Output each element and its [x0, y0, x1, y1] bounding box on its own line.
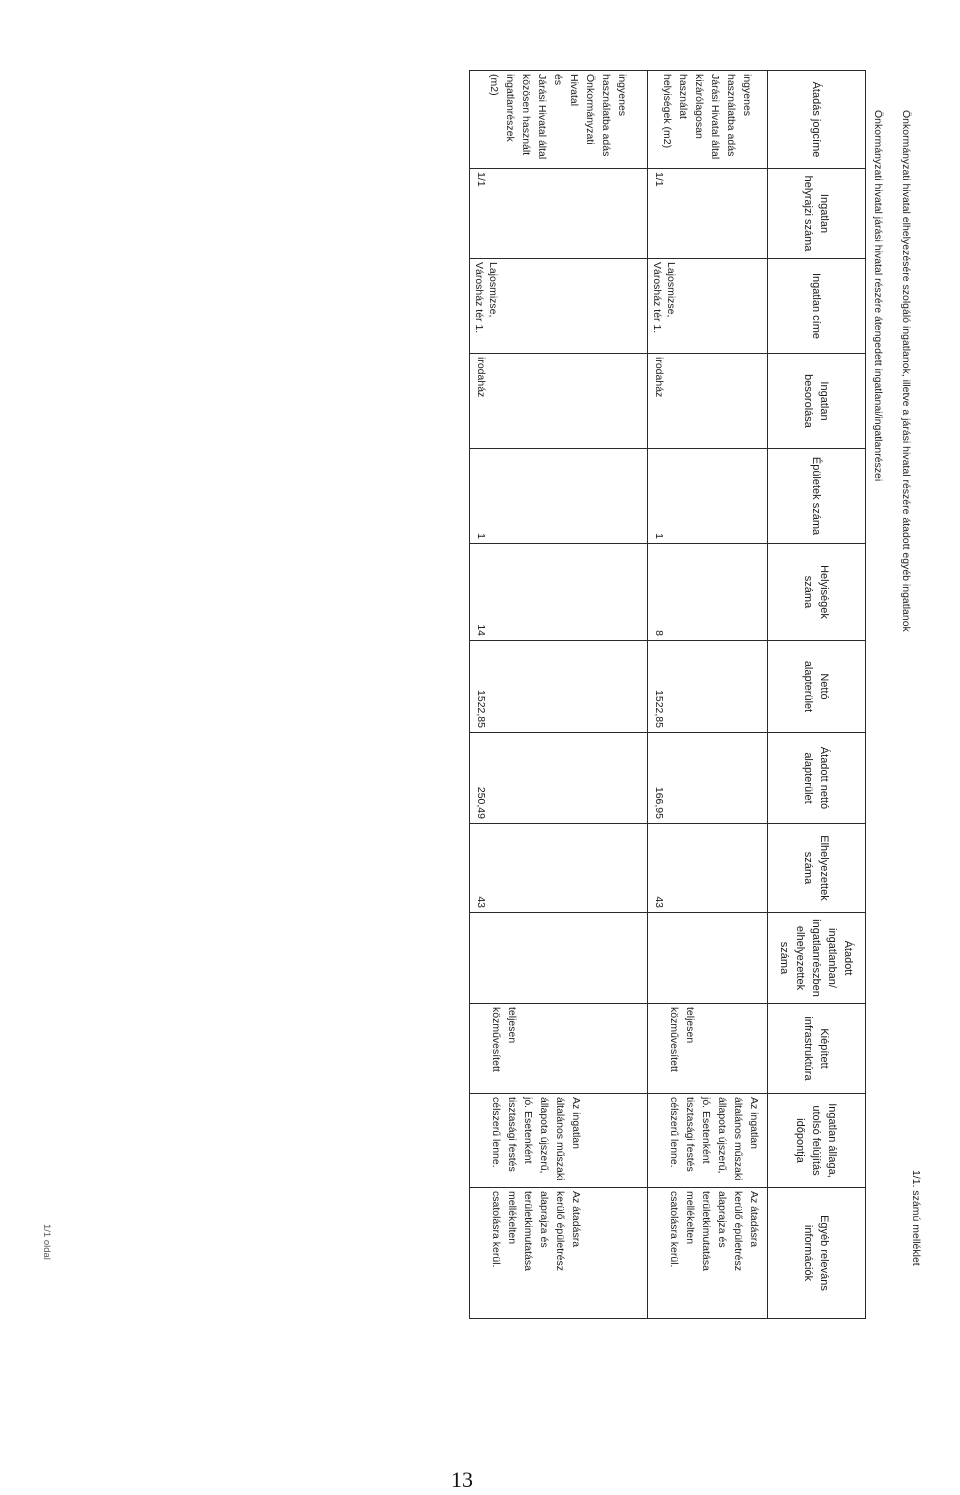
cell-other-info: Az átadásra kerülő épületrész alaprajza és területkimutatása mellékelten csatolásra kerül.	[648, 1188, 768, 1319]
header-transfer-basis: Átadás jogcíme	[768, 71, 866, 169]
table-row	[648, 71, 768, 1319]
header-building-count: Épületek száma	[768, 449, 866, 544]
header-net-floor-area: Nettó alapterület	[768, 641, 866, 733]
cell-transferred-occupant-count	[470, 913, 648, 1004]
cell-occupant-count: 43	[470, 824, 648, 913]
cell-net-floor-area: 1522,85	[648, 641, 768, 733]
table-header-row	[768, 71, 866, 1319]
cell-infrastructure: teljesen közművesített	[648, 1004, 768, 1094]
cell-transferred-net-floor-area: 166,95	[648, 733, 768, 824]
header-parcel-number: Ingatlan helyrajzi száma	[768, 169, 866, 259]
cell-condition: Az ingatlan általános műszaki állapota újszerű, jó. Esetenként tisztasági festés célszerű lenne.	[470, 1094, 648, 1188]
cell-net-floor-area: 1522,85	[470, 641, 648, 733]
header-condition: Ingatlan állaga, utolsó felújítás időpontja	[768, 1094, 866, 1188]
cell-address: Lajosmizse, Városház tér 1.	[470, 259, 648, 354]
cell-building-count: 1	[470, 449, 648, 544]
header-infrastructure: Kiépített infrastruktúra	[768, 1004, 866, 1094]
header-classification: Ingatlan besorolása	[768, 354, 866, 449]
cell-transfer-basis: ingyenes használatba adás Önkormányzati Hivatal és Járási Hivatal által közösen használt ingatlanrészek (m2)	[470, 71, 648, 169]
cell-classification: irodaház	[648, 354, 768, 449]
header-other-info: Egyéb releváns információk	[768, 1188, 866, 1319]
document-subtitle: Önkormányzati hivatal járási hivatal részére átengedett ingatlanai/ingatlanrészei	[872, 110, 884, 482]
cell-address: Lajosmizse, Városház tér 1.	[648, 259, 768, 354]
document-title: Önkormányzati hivatal elhelyezésére szolgáló ingatlanok, illetve a járási hivatal részére átadott egyéb ingatlanok	[900, 110, 912, 632]
cell-classification: irodaház	[470, 354, 648, 449]
cell-infrastructure: teljesen közművesített	[470, 1004, 648, 1094]
cell-room-count: 8	[648, 544, 768, 641]
page-label: 1/1 oldal	[41, 1224, 52, 1260]
header-room-count: Helyiségek száma	[768, 544, 866, 641]
annex-label: 1/1. számú melléklet	[910, 1170, 922, 1266]
cell-condition: Az ingatlan általános műszaki állapota újszerű, jó. Esetenként tisztasági festés célszerű lenne.	[648, 1094, 768, 1188]
cell-transferred-occupant-count	[648, 913, 768, 1004]
cell-room-count: 14	[470, 544, 648, 641]
header-transferred-net-floor-area: Átadott nettó alapterület	[768, 733, 866, 824]
cell-parcel-number: 1/1	[648, 169, 768, 259]
cell-building-count: 1	[648, 449, 768, 544]
property-table	[469, 70, 866, 1319]
page-number: 13	[451, 1467, 473, 1492]
cell-transferred-net-floor-area: 250,49	[470, 733, 648, 824]
cell-transfer-basis: ingyenes használatba adás Járási Hivatal által kizárólagosan használat helyiségek (m2)	[648, 71, 768, 169]
header-transferred-occupant-count: Átadott ingatlanban/ ingatlanrészben elhelyezettek száma	[768, 913, 866, 1004]
cell-occupant-count: 43	[648, 824, 768, 913]
cell-parcel-number: 1/1	[470, 169, 648, 259]
cell-other-info: Az átadásra kerülő épületrész alaprajza és területkimutatása mellékelten csatolásra kerül.	[470, 1188, 648, 1319]
header-occupant-count: Elhelyezettek száma	[768, 824, 866, 913]
header-address: Ingatlan címe	[768, 259, 866, 354]
table-row	[470, 71, 648, 1319]
